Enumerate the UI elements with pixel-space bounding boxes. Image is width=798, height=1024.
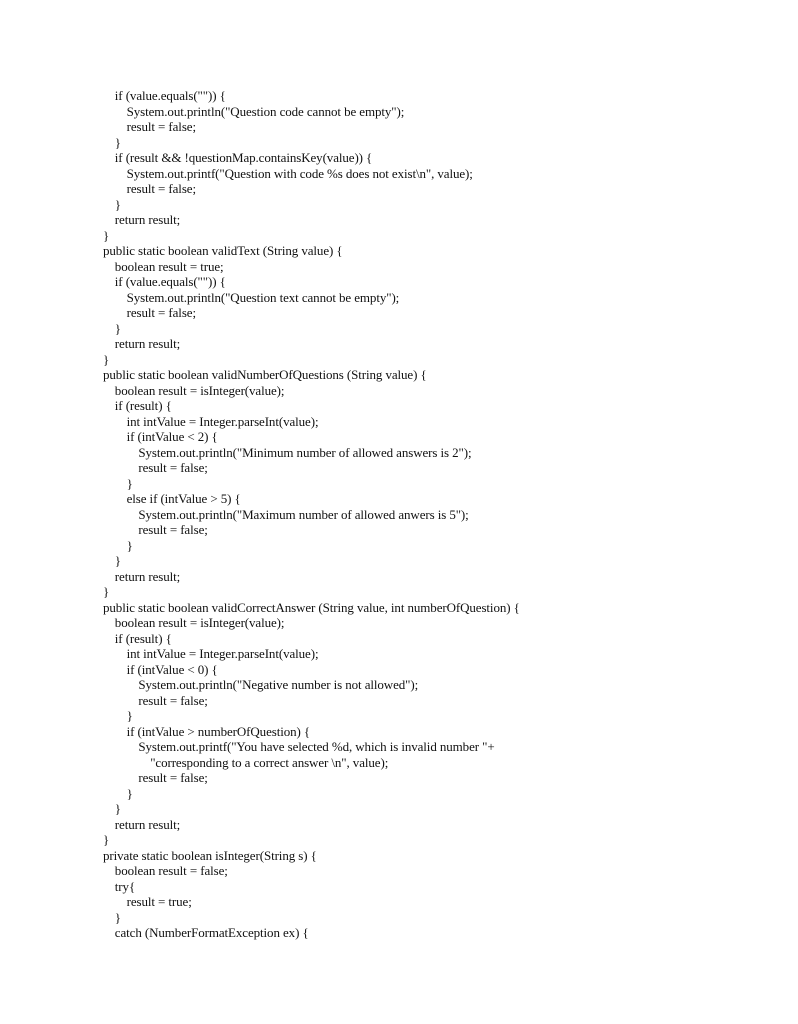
code-line: }	[114, 801, 121, 816]
code-line: }	[126, 785, 133, 801]
code-line: boolean result = isInteger(value);	[114, 615, 285, 630]
code-line: if (result && !questionMap.containsKey(value)) {	[114, 150, 373, 165]
code-line: boolean result = true;	[114, 258, 224, 274]
code-line: private static boolean isInteger(String s) {	[103, 847, 317, 863]
code-line: public static boolean validText (String value) {	[103, 243, 343, 258]
code-line: if (intValue < 2) {	[126, 429, 218, 444]
code-line: }	[126, 475, 133, 491]
code-line: System.out.println("Question text cannot be empty");	[126, 289, 400, 305]
code-line: catch (NumberFormatException ex) {	[114, 925, 309, 940]
code-line: else if (intValue > 5) {	[126, 491, 241, 506]
code-line: result = false;	[126, 119, 196, 134]
code-line: System.out.printf("Question with code %s does not exist\n", value);	[126, 165, 473, 181]
code-line: return result;	[114, 336, 181, 351]
code-line: result = false;	[138, 522, 208, 537]
code-line: int intValue = Integer.parseInt(value);	[126, 646, 319, 661]
code-line: }	[103, 584, 110, 599]
code-line: System.out.println("Minimum number of allowed answers is 2");	[138, 444, 472, 460]
code-line: if (value.equals("")) {	[114, 88, 226, 103]
code-line: if (value.equals("")) {	[114, 274, 226, 289]
code-line: public static boolean validCorrectAnswer (String value, int numberOfQuestion) {	[103, 599, 520, 615]
code-line: result = false;	[126, 305, 196, 320]
code-line: result = false;	[138, 692, 208, 708]
code-line: result = false;	[126, 181, 196, 196]
code-line: }	[103, 351, 110, 367]
code-line: }	[114, 553, 121, 568]
code-line: return result;	[114, 568, 181, 584]
code-line: }	[126, 708, 133, 723]
code-line: "corresponding to a correct answer \n", value);	[150, 754, 389, 770]
code-line: boolean result = isInteger(value);	[114, 382, 285, 398]
code-line: if (result) {	[114, 630, 172, 646]
code-line: }	[103, 832, 110, 847]
code-line: }	[114, 134, 121, 150]
code-line: return result;	[114, 212, 181, 227]
code-line: System.out.printf("You have selected %d, which is invalid number "+	[138, 739, 495, 754]
code-line: result = true;	[126, 894, 192, 909]
code-line: int intValue = Integer.parseInt(value);	[126, 413, 319, 429]
code-line: if (intValue > numberOfQuestion) {	[126, 723, 311, 739]
code-listing	[103, 88, 773, 941]
code-line: public static boolean validNumberOfQuestions (String value) {	[103, 367, 427, 382]
code-line: if (intValue < 0) {	[126, 661, 218, 677]
code-line: }	[126, 537, 133, 553]
code-line: }	[103, 227, 110, 243]
code-line: System.out.println("Maximum number of allowed anwers is 5");	[138, 506, 469, 522]
code-line: return result;	[114, 816, 181, 832]
code-line: boolean result = false;	[114, 863, 228, 878]
code-line: System.out.println("Negative number is not allowed");	[138, 677, 419, 692]
code-line: }	[114, 196, 121, 212]
code-line: try{	[114, 878, 136, 894]
code-line: }	[114, 909, 121, 925]
code-line: if (result) {	[114, 398, 172, 413]
code-line: result = false;	[138, 770, 208, 785]
code-line: result = false;	[138, 460, 208, 475]
code-line: }	[114, 320, 121, 336]
code-line: System.out.println("Question code cannot be empty");	[126, 103, 405, 119]
